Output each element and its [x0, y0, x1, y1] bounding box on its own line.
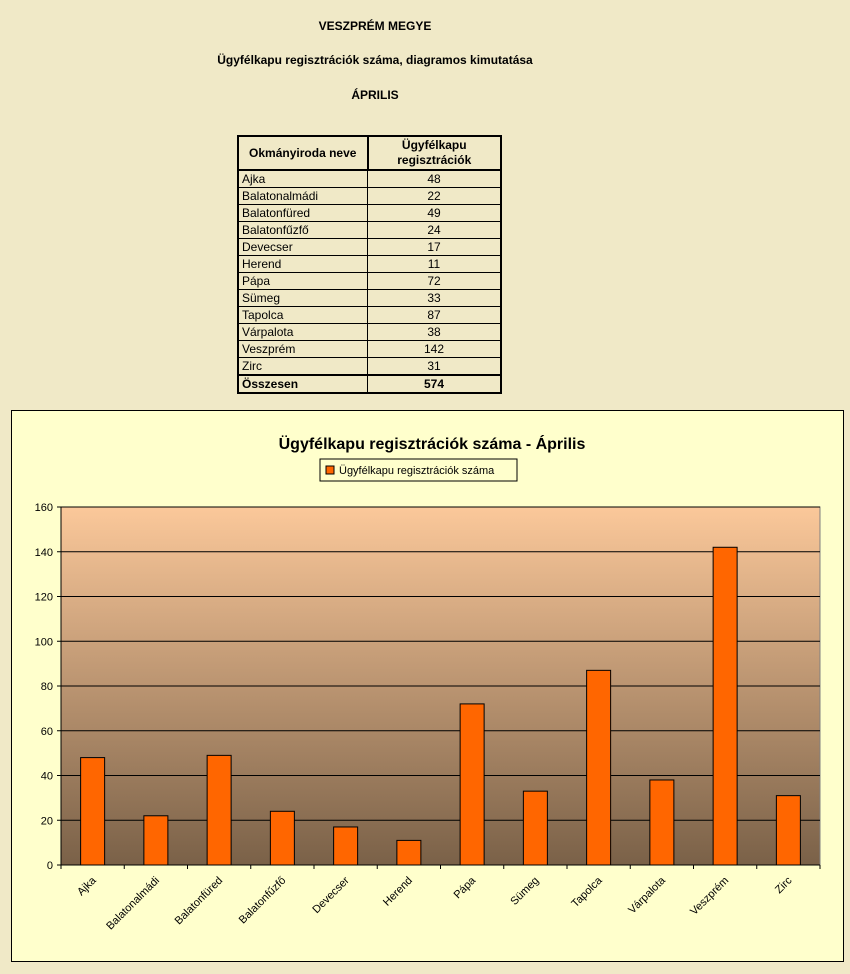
office-name-cell: Zirc: [238, 358, 368, 376]
registrations-table: [237, 135, 502, 394]
col-registrations-header-line1: Ügyfélkapu: [401, 138, 467, 152]
x-tick-label: Balatonalmádi: [104, 874, 162, 933]
office-name-cell: Tapolca: [238, 307, 368, 324]
report-subtitle: Ügyfélkapu regisztrációk száma, diagramos kimutatása: [217, 53, 533, 67]
x-tick-label: Devecser: [310, 874, 352, 916]
registrations-cell: 72: [368, 273, 502, 290]
county-title: VESZPRÉM MEGYE: [318, 19, 432, 33]
registrations-cell: 87: [368, 307, 502, 324]
col-registrations-header-line2: regisztrációk: [397, 153, 472, 167]
office-name-cell: Sümeg: [238, 290, 368, 307]
table-row: [238, 358, 501, 376]
registrations-cell: 31: [368, 358, 502, 376]
x-tick-label: Ajka: [75, 874, 99, 899]
registrations-cell: 33: [368, 290, 502, 307]
table-row: [238, 222, 501, 239]
total-label: Összesen: [238, 375, 368, 393]
table-row: [238, 256, 501, 273]
office-name-cell: Pápa: [238, 273, 368, 290]
table-row: [238, 170, 501, 188]
y-tick-label: 100: [34, 636, 53, 649]
registrations-cell: 17: [368, 239, 502, 256]
y-tick-label: 140: [34, 546, 53, 559]
registrations-cell: 142: [368, 341, 502, 358]
table-row: [238, 205, 501, 222]
y-tick-label: 80: [40, 681, 53, 693]
x-tick-label: Balatonfűzfő: [236, 874, 289, 927]
office-name-cell: Várpalota: [238, 324, 368, 341]
legend-swatch: [326, 466, 334, 474]
office-name-cell: Veszprém: [238, 341, 368, 358]
x-tick-label: Zirc: [773, 874, 795, 897]
registrations-cell: 38: [368, 324, 502, 341]
y-tick-label: 160: [34, 502, 53, 514]
registrations-cell: 24: [368, 222, 502, 239]
office-name-cell: Balatonfűzfő: [238, 222, 368, 239]
bar-herend: [397, 840, 421, 865]
office-name-cell: Balatonalmádi: [238, 188, 368, 205]
bar-balatonalmádi: [144, 816, 168, 865]
office-name-cell: Balatonfüred: [238, 205, 368, 222]
y-tick-label: 120: [34, 591, 53, 604]
legend-label: Ügyfélkapu regisztrációk száma: [339, 465, 495, 477]
registrations-cell: 49: [368, 205, 502, 222]
chart-title: Ügyfélkapu regisztrációk száma - Április: [278, 436, 586, 453]
table-row: [238, 290, 501, 307]
x-tick-label: Várpalota: [626, 874, 668, 917]
x-tick-label: Sümeg: [508, 874, 542, 908]
x-tick-label: Herend: [380, 874, 415, 909]
table-row: [238, 324, 501, 341]
office-name-cell: Devecser: [238, 239, 368, 256]
bar-sümeg: [523, 791, 547, 865]
table-row: [238, 273, 501, 290]
x-tick-label: Pápa: [451, 874, 479, 902]
table-row: [238, 239, 501, 256]
col-office-name-header: Okmányiroda neve: [238, 136, 368, 170]
bar-chart: [12, 411, 845, 963]
table-row: [238, 307, 501, 324]
registrations-cell: 11: [368, 256, 502, 273]
table-header-row: [238, 136, 501, 170]
registrations-cell: 22: [368, 188, 502, 205]
chart-area[interactable]: [11, 410, 844, 962]
table-row: [238, 341, 501, 358]
x-tick-label: Balatonfüred: [172, 874, 226, 928]
month-title: ÁPRILIS: [351, 88, 399, 102]
x-tick-label: Veszprém: [688, 874, 732, 918]
bar-várpalota: [650, 780, 674, 865]
y-tick-label: 40: [40, 770, 53, 783]
y-tick-label: 20: [40, 815, 53, 828]
bar-ajka: [81, 758, 105, 865]
total-row: [238, 375, 501, 393]
bar-balatonfűzfő: [270, 811, 294, 865]
bar-balatonfüred: [207, 755, 231, 865]
office-name-cell: Herend: [238, 256, 368, 273]
total-value: 574: [368, 375, 502, 393]
bar-veszprém: [713, 547, 737, 865]
x-tick-label: Tapolca: [569, 874, 605, 910]
y-tick-label: 0: [46, 860, 53, 872]
col-registrations-header: [368, 136, 502, 170]
bar-zirc: [776, 796, 800, 865]
bar-devecser: [334, 827, 358, 865]
y-tick-label: 60: [40, 725, 53, 738]
bar-tapolca: [587, 670, 611, 865]
office-name-cell: Ajka: [238, 170, 368, 188]
registrations-cell: 48: [368, 170, 502, 188]
chart-legend: [320, 459, 517, 481]
table-row: [238, 188, 501, 205]
bar-pápa: [460, 704, 484, 865]
